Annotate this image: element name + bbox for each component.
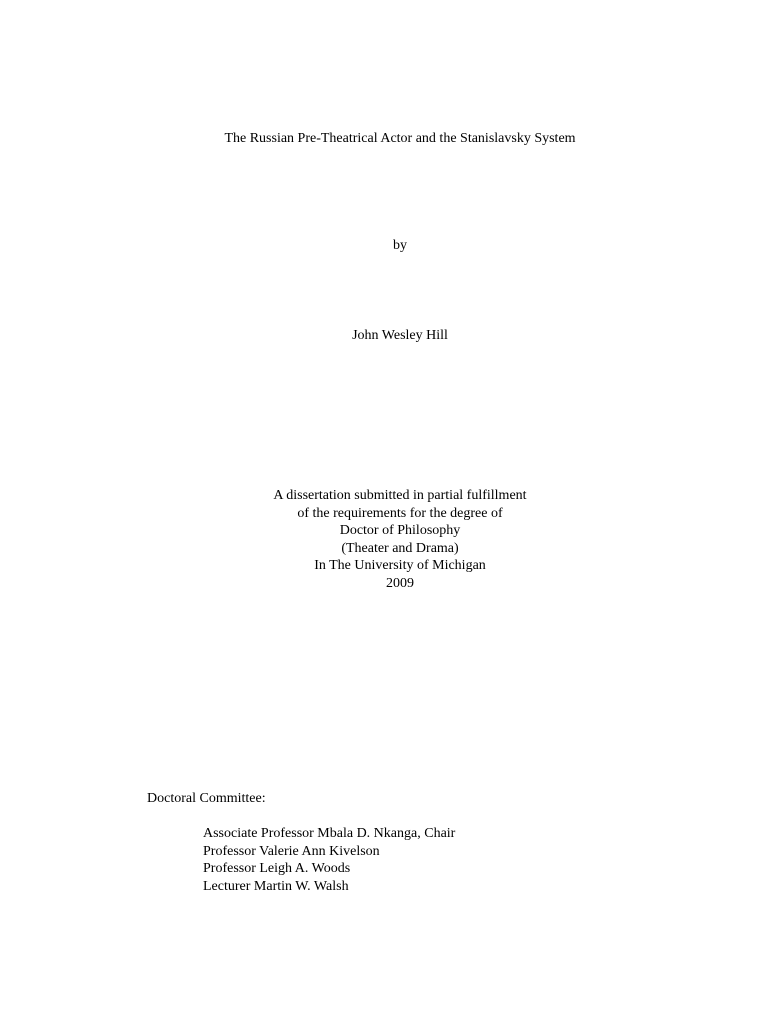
statement-line: In The University of Michigan — [314, 558, 486, 574]
statement-line: of the requirements for the degree of — [297, 505, 503, 521]
author-name: John Wesley Hill — [352, 328, 448, 343]
committee-member: Associate Professor Mbala D. Nkanga, Chair — [203, 826, 456, 841]
committee-member: Lecturer Martin W. Walsh — [203, 878, 349, 894]
statement-line: Doctor of Philosophy — [339, 523, 461, 539]
committee-member: Professor Valerie Ann Kivelson — [203, 843, 380, 859]
committee-member: Professor Leigh A. Woods — [203, 861, 351, 877]
statement-line: A dissertation submitted in partial fulfillment — [273, 488, 527, 503]
statement-year: 2009 — [386, 575, 414, 591]
committee-heading: Doctoral Committee: — [147, 791, 266, 806]
degree-statement — [0, 487, 768, 593]
dissertation-title: The Russian Pre-Theatrical Actor and the Stanislavsky System — [224, 131, 576, 146]
committee-list — [203, 825, 455, 895]
statement-line: (Theater and Drama) — [341, 540, 459, 556]
by-line: by — [393, 238, 407, 253]
